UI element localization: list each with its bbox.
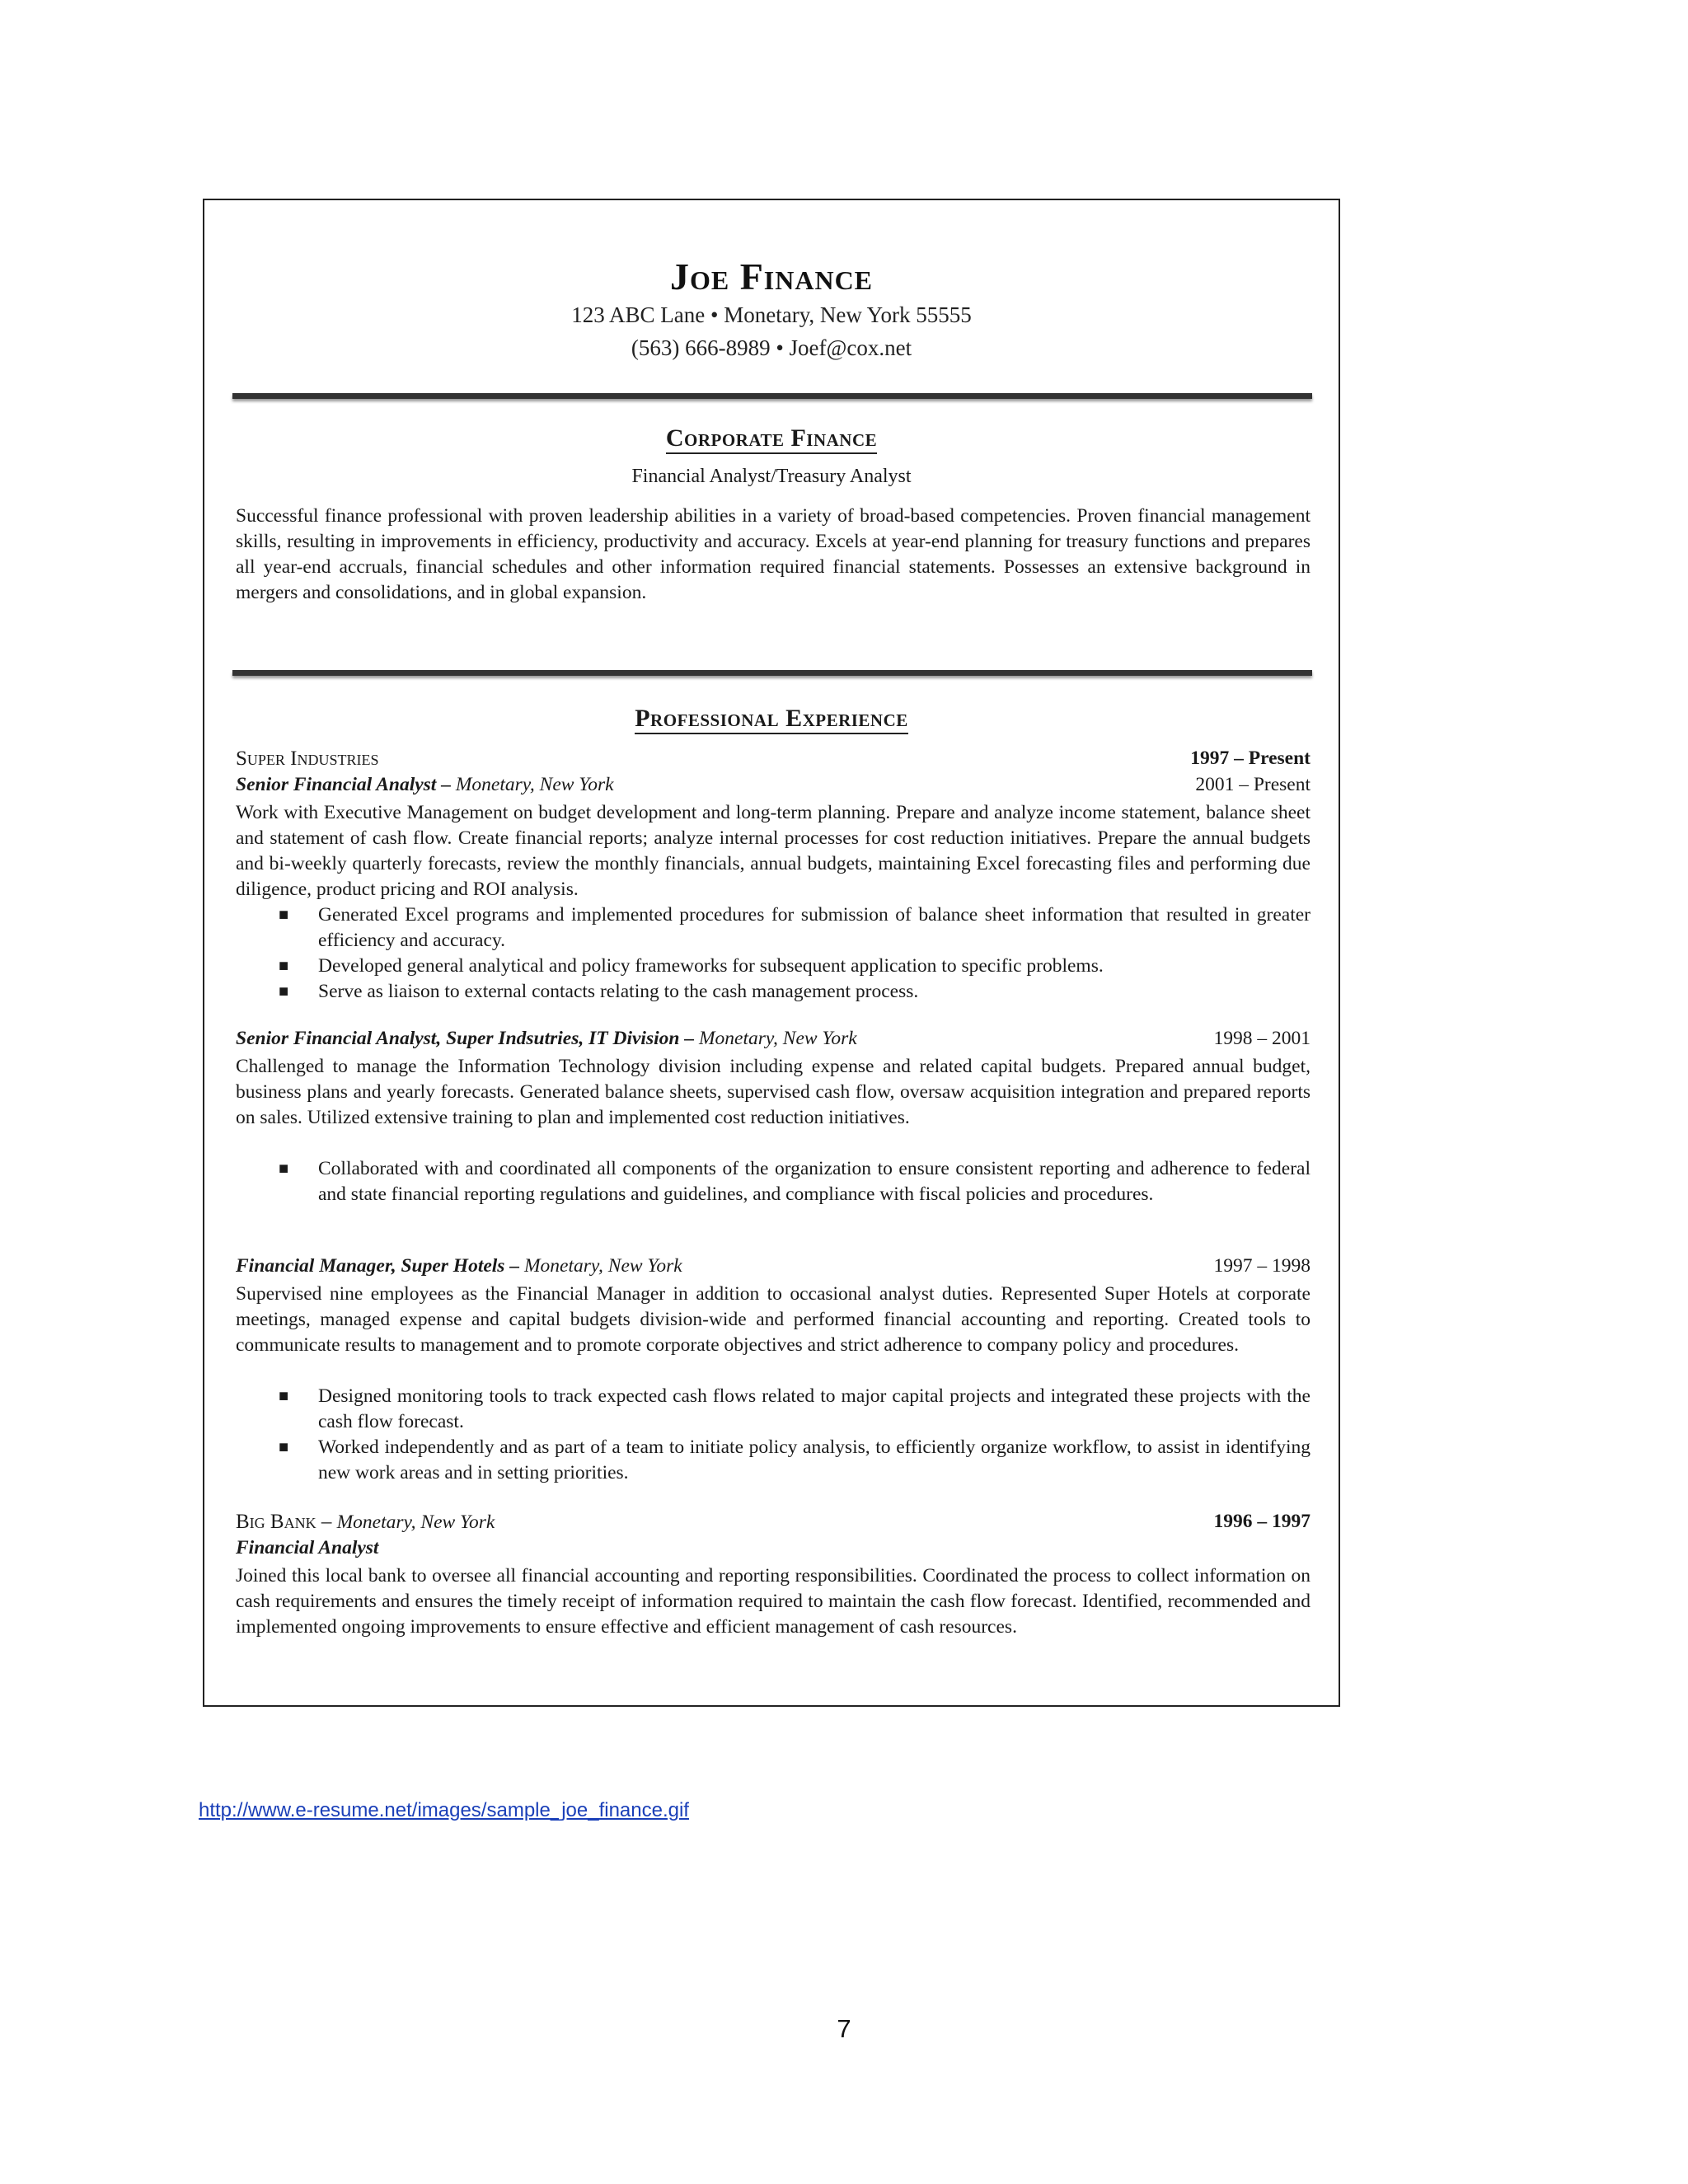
corporate-subtitle: Financial Analyst/Treasury Analyst xyxy=(631,466,912,487)
job-bullets xyxy=(236,1156,1311,1207)
job-title: Financial Manager, Super Hotels – xyxy=(236,1255,524,1277)
resume-address: 123 ABC Lane • Monetary, New York 55555 xyxy=(571,302,972,327)
job-location: Monetary, New York xyxy=(698,1028,857,1049)
job-title: Senior Financial Analyst – xyxy=(236,774,456,795)
bullet-item: ■ Generated Excel programs and implemented procedures for submission of balance sheet information that resulted in greater efficiency and accuracy. xyxy=(279,904,1311,951)
job-description: Challenged to manage the Information Technology division including expense and related capital budgets. Prepared annual budget, business plans and yearly forecasts. Generated balance sheets, supervised cash flow, oversaw acquisition integration and prepared reports on sales. Utilized extensive training to plan and implemented cost reduction initiatives. xyxy=(236,1056,1311,1128)
job-description: Joined this local bank to oversee all financial accounting and reporting responsibilities. Coordinated the process to collect information on cash requirements and ensures the timely receipt of information required to maintain the cash flow forecast. Identified, recommended and implemented ongoing improvements to ensure effective and efficient management of cash resources. xyxy=(236,1565,1311,1638)
job-bullets xyxy=(236,902,1311,1005)
job-title-row xyxy=(236,1537,1311,1563)
job-title-row xyxy=(236,774,1311,799)
corporate-finance-heading: Corporate Finance xyxy=(204,424,1339,452)
job-dates: 2001 – Present xyxy=(1195,774,1311,795)
bullet-item: ■ Serve as liaison to external contacts relating to the cash management process. xyxy=(279,981,919,1002)
company-dates: 1997 – Present xyxy=(1190,748,1311,769)
company-row xyxy=(236,1511,1311,1536)
company-name: Big Bank – xyxy=(236,1511,337,1533)
bullet-item: ■ Designed monitoring tools to track expected cash flows related to major capital projects and integrated these projects with the cash flow forecast. xyxy=(279,1385,1311,1432)
job-dates: 1997 – 1998 xyxy=(1213,1255,1311,1277)
resume-name: Joe Finance xyxy=(669,255,874,298)
job-description: Supervised nine employees as the Financial Manager in addition to occasional analyst duties. Represented Super Hotels at corporate meetings, managed expense and capital budgets division-wide and performed financial accounting and reporting. Created tools to communicate results to management and to promote corporate objectives and strict adherence to company policy and procedures. xyxy=(236,1283,1311,1356)
bullet-item: ■ Collaborated with and coordinated all components of the organization to ensure consistent reporting and adherence to federal and state financial reporting regulations and guidelines, and compliance with fiscal policies and procedures. xyxy=(279,1158,1311,1205)
divider-rule xyxy=(232,393,1312,399)
resume-image xyxy=(203,199,1340,1707)
job-description: Work with Executive Management on budget development and long-term planning. Prepare and analyze income statement, balance sheet and statement of cash flow. Create financial reports; analyze internal processes for cost reduction initiatives. Prepare the annual budgets and bi-weekly quarterly forecasts, review the monthly financials, annual budgets, maintaining Excel forecasting files and performing due diligence, product pricing and ROI analysis. xyxy=(236,802,1311,900)
source-link[interactable]: http://www.e-resume.net/images/sample_joe_finance.gif xyxy=(199,1799,689,1821)
divider-rule xyxy=(232,670,1312,676)
company-location: Monetary, New York xyxy=(336,1511,495,1533)
job-title-row xyxy=(236,1028,1311,1053)
page-number: 7 xyxy=(837,2014,851,2043)
summary-paragraph: Successful finance professional with proven leadership abilities in a variety of broad-based competencies. Proven financial management skills, resulting in improvements in efficiency, productivity and accuracy. Excels at year-end planning for treasury functions and prepares all year-end accruals, financial schedules and other information required financial statements. Possesses an extensive background in mergers and consolidations, and in global expansion. xyxy=(236,505,1311,603)
job-location: Monetary, New York xyxy=(523,1255,682,1277)
bullet-item: ■ Developed general analytical and policy frameworks for subsequent application to specific problems. xyxy=(279,955,1104,977)
bullet-item: ■ Worked independently and as part of a team to initiate policy analysis, to efficiently organize workflow, to assist in identifying new work areas and in setting priorities. xyxy=(279,1436,1311,1483)
job-location: Monetary, New York xyxy=(455,774,614,795)
job-title-row xyxy=(236,1255,1311,1281)
job-title: Senior Financial Analyst, Super Indsutries, IT Division – xyxy=(236,1028,699,1049)
job-bullets xyxy=(236,1384,1311,1486)
job-title: Financial Analyst xyxy=(236,1537,379,1558)
company-row xyxy=(236,748,1311,773)
company-dates: 1996 – 1997 xyxy=(1213,1511,1311,1532)
job-dates: 1998 – 2001 xyxy=(1213,1028,1311,1049)
resume-phone-email: (563) 666-8989 • Joef@cox.net xyxy=(631,335,912,360)
company-name: Super Industries xyxy=(236,748,379,770)
experience-heading: Professional Experience xyxy=(204,705,1339,733)
